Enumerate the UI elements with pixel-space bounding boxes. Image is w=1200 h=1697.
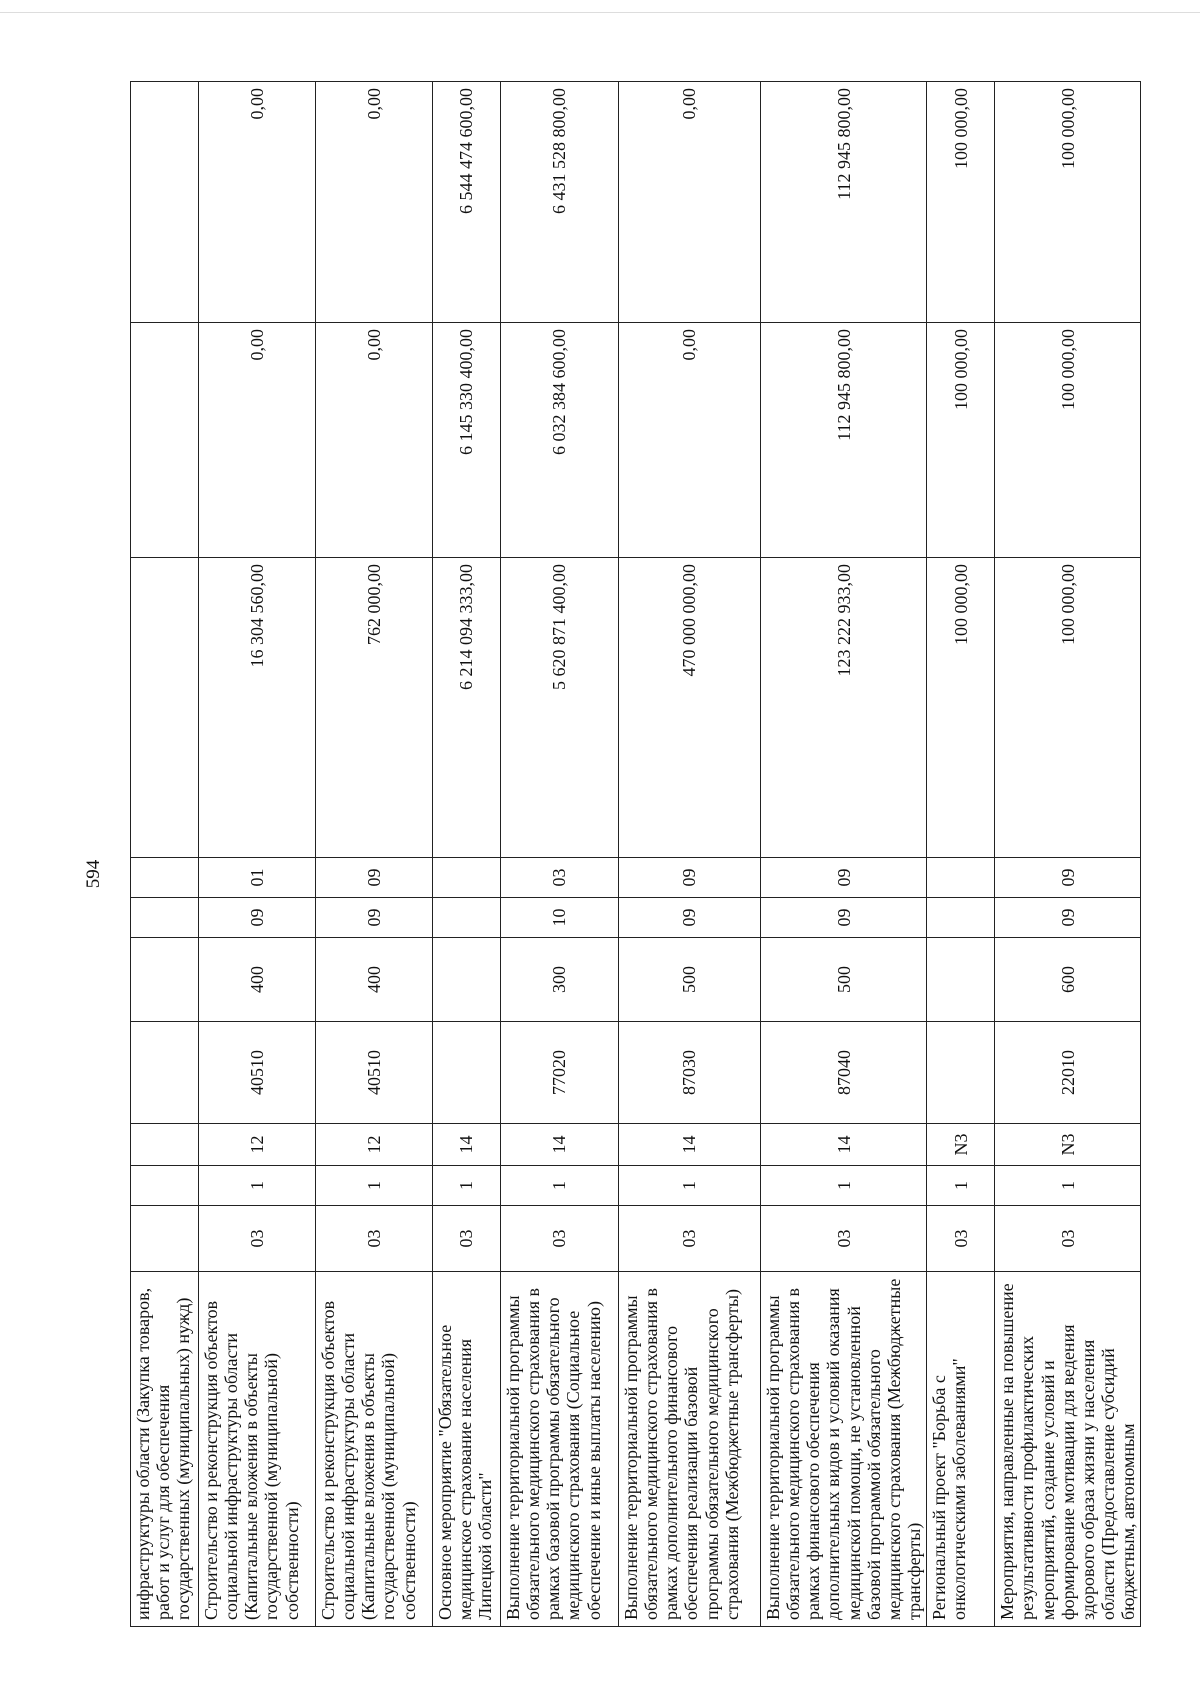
row-name-cell: Выполнение территориальной программы обязательного медицинского страхования в рамках дополнительного финансового обеспечения реализации базовой программы обязательного медицинского страхования (Межбюджетные трансферты) [619,1272,761,1627]
expense-type-cell: 400 [199,938,316,1022]
row-name-cell: Строительство и реконструкция объектов социальной инфраструктуры области (Капитальные вложения в объекты государственной (муниципальной) собственности) [316,1272,433,1627]
program-code-cell: 03 [619,1206,761,1272]
amount-year3-cell: 100 000,00 [995,82,1141,323]
amount-year3-cell: 0,00 [199,82,316,323]
subprogram-code-cell: 1 [761,1166,927,1206]
direction-code-cell [433,1022,501,1124]
amount-year1-cell [131,558,199,858]
row-name-cell: инфраструктуры области (Закупка товаров, работ и услуг для обеспечения государственных (муниципальных) нужд) [131,1272,199,1627]
program-code-cell: 03 [199,1206,316,1272]
direction-code-cell: 87030 [619,1022,761,1124]
section-cell: 09 [199,898,316,938]
amount-year3-cell: 6 544 474 600,00 [433,82,501,323]
section-cell [927,898,995,938]
amount-year3-cell: 112 945 800,00 [761,82,927,323]
expense-type-cell: 300 [501,938,619,1022]
direction-code-cell [927,1022,995,1124]
table-row [199,82,316,1627]
direction-code-cell [131,1022,199,1124]
subsection-cell [433,858,501,898]
subsection-cell: 03 [501,858,619,898]
section-cell: 09 [316,898,433,938]
program-code-cell: 03 [927,1206,995,1272]
table-row [433,82,501,1627]
program-code-cell: 03 [501,1206,619,1272]
scan-edge-line [0,12,1200,13]
table-row [761,82,927,1627]
section-cell: 09 [761,898,927,938]
amount-year2-cell: 112 945 800,00 [761,323,927,558]
amount-year3-cell: 100 000,00 [927,82,995,323]
amount-year1-cell: 16 304 560,00 [199,558,316,858]
amount-year2-cell [131,323,199,558]
subsection-cell: 09 [995,858,1141,898]
activity-code-cell: 12 [316,1124,433,1166]
activity-code-cell [131,1124,199,1166]
program-code-cell: 03 [995,1206,1141,1272]
program-code-cell [131,1206,199,1272]
amount-year3-cell [131,82,199,323]
page-number: 594 [83,859,104,889]
amount-year2-cell: 100 000,00 [927,323,995,558]
rotated-table-container [130,82,1139,1627]
expense-type-cell: 500 [619,938,761,1022]
activity-code-cell: N3 [995,1124,1141,1166]
amount-year2-cell: 0,00 [619,323,761,558]
amount-year2-cell: 6 032 384 600,00 [501,323,619,558]
subprogram-code-cell: 1 [501,1166,619,1206]
table-row [995,82,1141,1627]
direction-code-cell: 40510 [199,1022,316,1124]
subprogram-code-cell: 1 [433,1166,501,1206]
activity-code-cell: 14 [501,1124,619,1166]
row-name-cell: Строительство и реконструкция объектов социальной инфраструктуры области (Капитальные вложения в объекты государственной (муниципальной) собственности) [199,1272,316,1627]
expense-type-cell [433,938,501,1022]
row-name-cell: Региональный проект "Борьба с онкологическими заболеваниями" [927,1272,995,1627]
direction-code-cell: 22010 [995,1022,1141,1124]
expense-type-cell [927,938,995,1022]
section-cell: 10 [501,898,619,938]
amount-year1-cell: 470 000 000,00 [619,558,761,858]
subsection-cell: 01 [199,858,316,898]
activity-code-cell: N3 [927,1124,995,1166]
expense-type-cell: 500 [761,938,927,1022]
row-name-cell: Основное мероприятие "Обязательное медицинское страхование населения Липецкой области" [433,1272,501,1627]
subsection-cell: 09 [761,858,927,898]
direction-code-cell: 77020 [501,1022,619,1124]
direction-code-cell: 40510 [316,1022,433,1124]
subsection-cell [927,858,995,898]
budget-table [130,81,1141,1627]
amount-year1-cell: 6 214 094 333,00 [433,558,501,858]
amount-year1-cell: 5 620 871 400,00 [501,558,619,858]
subprogram-code-cell: 1 [316,1166,433,1206]
row-name-cell: Выполнение территориальной программы обязательного медицинского страхования в рамках базовой программы обязательного медицинского страхования (Социальное обеспечение и иные выплаты населению) [501,1272,619,1627]
direction-code-cell: 87040 [761,1022,927,1124]
activity-code-cell: 14 [433,1124,501,1166]
subprogram-code-cell: 1 [927,1166,995,1206]
amount-year1-cell: 123 222 933,00 [761,558,927,858]
amount-year2-cell: 0,00 [316,323,433,558]
section-cell [131,898,199,938]
amount-year3-cell: 6 431 528 800,00 [501,82,619,323]
section-cell: 09 [619,898,761,938]
section-cell: 09 [995,898,1141,938]
table-row [619,82,761,1627]
subprogram-code-cell: 1 [619,1166,761,1206]
table-row [131,82,199,1627]
table-row [501,82,619,1627]
amount-year2-cell: 100 000,00 [995,323,1141,558]
subsection-cell: 09 [619,858,761,898]
row-name-cell: Мероприятия, направленные на повышение результативности профилактических мероприятий, создание условий и формирование мотивации для ведения здорового образа жизни у населения области (Предоставление субсидий бюджетным, автономным [995,1272,1141,1627]
amount-year2-cell: 0,00 [199,323,316,558]
table-row [316,82,433,1627]
row-name-cell: Выполнение территориальной программы обязательного медицинского страхования в рамках финансового обеспечения дополнительных видов и условий оказания медицинской помощи, не установленной базовой программой обязательного медицинского страхования (Межбюджетные трансферты) [761,1272,927,1627]
subprogram-code-cell: 1 [995,1166,1141,1206]
subsection-cell [131,858,199,898]
program-code-cell: 03 [316,1206,433,1272]
table-row [927,82,995,1627]
subprogram-code-cell: 1 [199,1166,316,1206]
expense-type-cell: 400 [316,938,433,1022]
amount-year2-cell: 6 145 330 400,00 [433,323,501,558]
activity-code-cell: 14 [761,1124,927,1166]
amount-year1-cell: 762 000,00 [316,558,433,858]
amount-year3-cell: 0,00 [316,82,433,323]
amount-year1-cell: 100 000,00 [995,558,1141,858]
program-code-cell: 03 [761,1206,927,1272]
expense-type-cell [131,938,199,1022]
amount-year3-cell: 0,00 [619,82,761,323]
section-cell [433,898,501,938]
activity-code-cell: 14 [619,1124,761,1166]
activity-code-cell: 12 [199,1124,316,1166]
subprogram-code-cell [131,1166,199,1206]
expense-type-cell: 600 [995,938,1141,1022]
subsection-cell: 09 [316,858,433,898]
program-code-cell: 03 [433,1206,501,1272]
amount-year1-cell: 100 000,00 [927,558,995,858]
